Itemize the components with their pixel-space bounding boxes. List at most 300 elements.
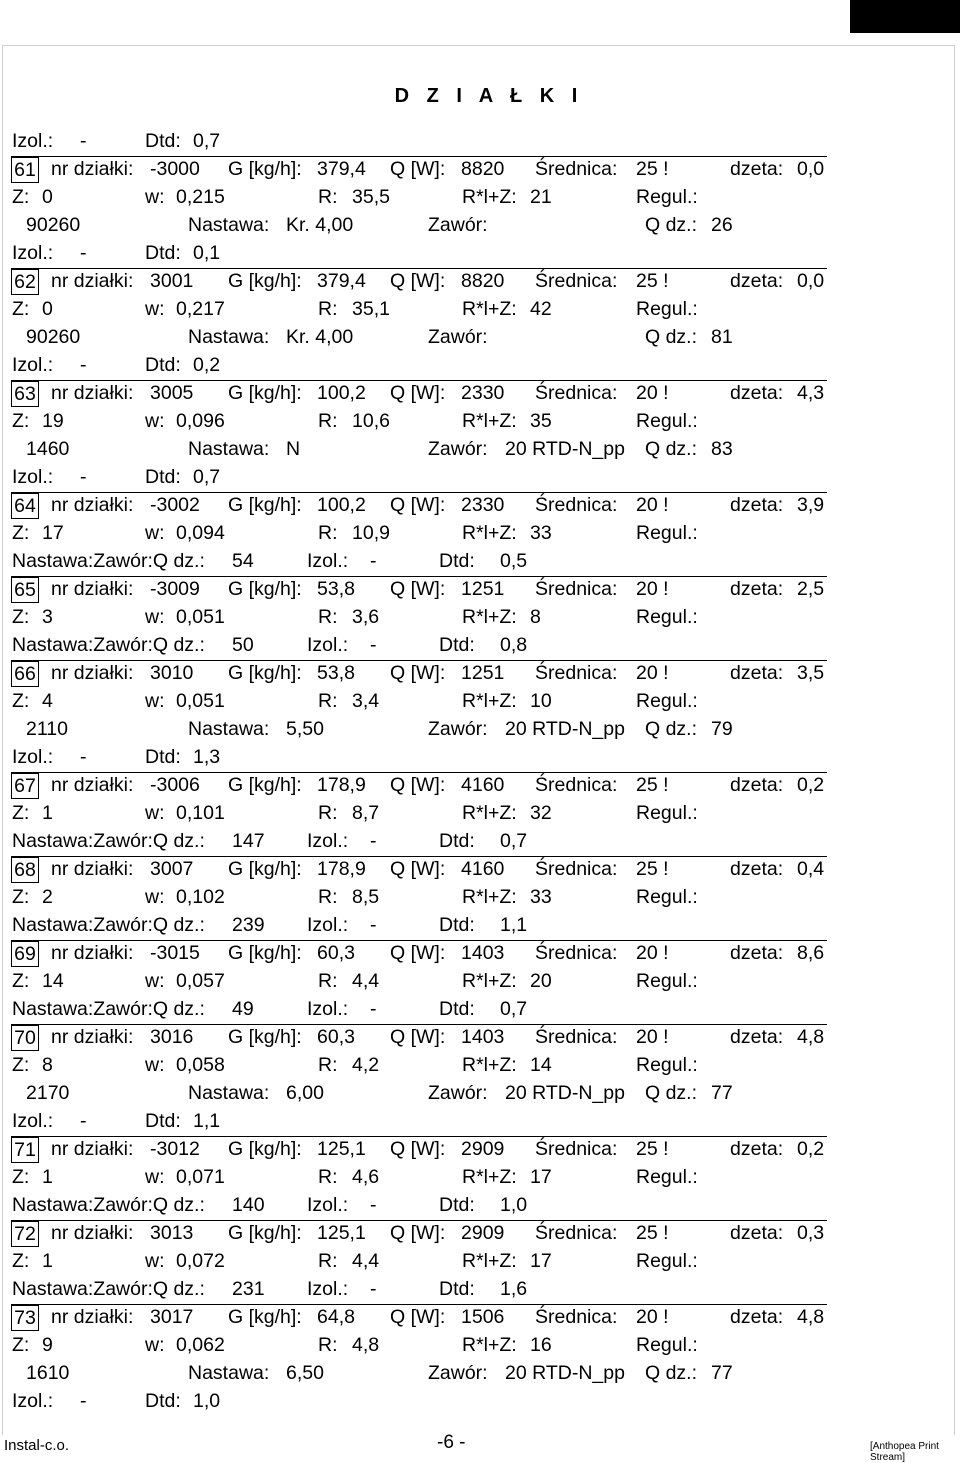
dzeta-value: 0,3 xyxy=(797,1222,825,1244)
record-number: 70 xyxy=(11,1025,39,1051)
qdz-value: 54 xyxy=(232,550,254,572)
qdz-label: Q dz.: xyxy=(645,438,698,460)
regul-value: 2110 xyxy=(26,718,68,740)
izol-value: - xyxy=(80,746,87,768)
q-value: 1251 xyxy=(461,662,505,684)
qdz-value: 77 xyxy=(711,1362,733,1384)
izol-label: Izol.: xyxy=(307,914,349,936)
z-value: 3 xyxy=(42,606,53,628)
dzeta-label: dzeta: xyxy=(730,578,784,600)
dzeta-label: dzeta: xyxy=(730,774,784,796)
srednica-value: 20 ! xyxy=(636,382,669,404)
z-label: Z: xyxy=(12,1250,30,1272)
rlz-value: 17 xyxy=(530,1166,552,1188)
rlz-value: 35 xyxy=(530,410,552,432)
nr-label: nr działki: xyxy=(51,1306,134,1328)
g-label: G [kg/h]: xyxy=(228,662,302,684)
regul-label: Regul.: xyxy=(636,410,698,432)
srednica-label: Średnica: xyxy=(535,662,618,684)
rlz-label: R*l+Z: xyxy=(462,1334,517,1356)
srednica-value: 20 ! xyxy=(636,662,669,684)
izol-value: - xyxy=(80,354,87,376)
r-label: R: xyxy=(318,1250,338,1272)
dzeta-label: dzeta: xyxy=(730,662,784,684)
srednica-label: Średnica: xyxy=(535,942,618,964)
zawor-value: 20 RTD-N_pp xyxy=(505,1362,625,1384)
nastawa-zawor-qdz-label: Nastawa:Zawór:Q dz.: xyxy=(12,634,205,656)
w-label: w: xyxy=(145,186,165,208)
q-label: Q [W]: xyxy=(390,494,446,516)
dzeta-value: 0,2 xyxy=(797,1138,825,1160)
regul-label: Regul.: xyxy=(636,298,698,320)
izol-label: Izol.: xyxy=(12,242,54,264)
srednica-label: Średnica: xyxy=(535,1306,618,1328)
dzeta-label: dzeta: xyxy=(730,858,784,880)
izol-label: Izol.: xyxy=(12,1110,54,1132)
rlz-value: 33 xyxy=(530,522,552,544)
dtd-label: Dtd: xyxy=(145,130,181,152)
regul-value: 1610 xyxy=(26,1362,70,1384)
dtd-label: Dtd: xyxy=(439,550,475,572)
nastawa-zawor-qdz-label: Nastawa:Zawór:Q dz.: xyxy=(12,998,205,1020)
srednica-label: Średnica: xyxy=(535,1026,618,1048)
g-label: G [kg/h]: xyxy=(228,942,302,964)
qdz-label: Q dz.: xyxy=(645,1362,698,1384)
dtd-value: 1,6 xyxy=(500,1278,528,1300)
z-value: 1 xyxy=(42,802,53,824)
g-label: G [kg/h]: xyxy=(228,858,302,880)
dzeta-value: 4,3 xyxy=(797,382,825,404)
q-value: 1506 xyxy=(461,1306,505,1328)
dtd-value: 0,8 xyxy=(500,634,528,656)
dzeta-value: 3,5 xyxy=(797,662,825,684)
qdz-value: 26 xyxy=(711,214,733,236)
izol-label: Izol.: xyxy=(12,130,54,152)
w-label: w: xyxy=(145,298,165,320)
srednica-value: 20 ! xyxy=(636,1026,669,1048)
z-value: 14 xyxy=(42,970,64,992)
w-label: w: xyxy=(145,1054,165,1076)
nastawa-zawor-qdz-label: Nastawa:Zawór:Q dz.: xyxy=(12,914,205,936)
z-label: Z: xyxy=(12,606,30,628)
footer-print-stream: [Anthopea Print Stream] xyxy=(870,1441,939,1463)
nastawa-value: 5,50 xyxy=(286,718,324,740)
nr-value: -3015 xyxy=(150,942,200,964)
record-number: 67 xyxy=(11,773,39,799)
izol-value: - xyxy=(80,466,87,488)
srednica-value: 20 ! xyxy=(636,494,669,516)
q-value: 2330 xyxy=(461,382,505,404)
q-value: 2909 xyxy=(461,1222,505,1244)
qdz-value: 81 xyxy=(711,326,733,348)
nr-value: -3012 xyxy=(150,1138,200,1160)
z-label: Z: xyxy=(12,886,30,908)
srednica-value: 20 ! xyxy=(636,1306,669,1328)
q-value: 2330 xyxy=(461,494,505,516)
dzeta-value: 0,2 xyxy=(797,774,825,796)
w-value: 0,096 xyxy=(176,410,225,432)
regul-label: Regul.: xyxy=(636,522,698,544)
rlz-value: 10 xyxy=(530,690,552,712)
nr-label: nr działki: xyxy=(51,382,134,404)
w-label: w: xyxy=(145,802,165,824)
record-number: 71 xyxy=(11,1137,39,1163)
dzeta-label: dzeta: xyxy=(730,158,784,180)
dtd-label: Dtd: xyxy=(439,830,475,852)
r-label: R: xyxy=(318,1054,338,1076)
r-value: 8,7 xyxy=(352,802,380,824)
record-number: 73 xyxy=(11,1305,39,1331)
regul-label: Regul.: xyxy=(636,886,698,908)
dtd-label: Dtd: xyxy=(145,466,181,488)
srednica-value: 25 ! xyxy=(636,1138,669,1160)
q-label: Q [W]: xyxy=(390,662,446,684)
r-label: R: xyxy=(318,886,338,908)
q-label: Q [W]: xyxy=(390,578,446,600)
nastawa-label: Nastawa: xyxy=(188,326,270,348)
regul-value: 2170 xyxy=(26,1082,70,1104)
q-label: Q [W]: xyxy=(390,858,446,880)
r-label: R: xyxy=(318,522,338,544)
z-label: Z: xyxy=(12,522,30,544)
z-value: 4 xyxy=(42,690,53,712)
w-value: 0,094 xyxy=(176,522,225,544)
z-label: Z: xyxy=(12,970,30,992)
dzeta-label: dzeta: xyxy=(730,494,784,516)
rlz-label: R*l+Z: xyxy=(462,298,517,320)
r-value: 35,5 xyxy=(352,186,390,208)
z-label: Z: xyxy=(12,690,30,712)
nr-value: 3013 xyxy=(150,1222,194,1244)
dtd-label: Dtd: xyxy=(439,914,475,936)
g-value: 53,8 xyxy=(317,578,355,600)
izol-label: Izol.: xyxy=(12,1390,54,1412)
zawor-label: Zawór: xyxy=(428,1362,488,1384)
g-label: G [kg/h]: xyxy=(228,382,302,404)
regul-label: Regul.: xyxy=(636,690,698,712)
z-value: 1 xyxy=(42,1166,53,1188)
izol-label: Izol.: xyxy=(12,354,54,376)
r-label: R: xyxy=(318,802,338,824)
z-value: 1 xyxy=(42,1250,53,1272)
izol-value: - xyxy=(370,998,377,1020)
dtd-value: 0,7 xyxy=(500,998,528,1020)
nr-label: nr działki: xyxy=(51,1138,134,1160)
izol-value: - xyxy=(80,130,87,152)
g-value: 125,1 xyxy=(317,1222,366,1244)
g-value: 100,2 xyxy=(317,382,366,404)
dtd-label: Dtd: xyxy=(439,1194,475,1216)
record-number: 72 xyxy=(11,1221,39,1247)
nr-value: 3017 xyxy=(150,1306,194,1328)
dtd-value: 0,2 xyxy=(193,354,221,376)
g-label: G [kg/h]: xyxy=(228,158,302,180)
regul-value: 90260 xyxy=(26,214,81,236)
zawor-value: 20 RTD-N_pp xyxy=(505,718,625,740)
srednica-value: 25 ! xyxy=(636,774,669,796)
regul-value: 90260 xyxy=(26,326,81,348)
qdz-label: Q dz.: xyxy=(645,718,698,740)
qdz-value: 239 xyxy=(232,914,265,936)
regul-label: Regul.: xyxy=(636,606,698,628)
w-label: w: xyxy=(145,970,165,992)
nr-value: -3009 xyxy=(150,578,200,600)
q-label: Q [W]: xyxy=(390,382,446,404)
r-value: 10,6 xyxy=(352,410,390,432)
dtd-label: Dtd: xyxy=(145,1110,181,1132)
nr-value: 3010 xyxy=(150,662,194,684)
w-label: w: xyxy=(145,1334,165,1356)
rlz-label: R*l+Z: xyxy=(462,186,517,208)
srednica-label: Średnica: xyxy=(535,1222,618,1244)
qdz-value: 231 xyxy=(232,1278,265,1300)
z-label: Z: xyxy=(12,802,30,824)
w-label: w: xyxy=(145,1250,165,1272)
dtd-label: Dtd: xyxy=(439,634,475,656)
nr-value: 3007 xyxy=(150,858,194,880)
zawor-label: Zawór: xyxy=(428,214,488,236)
nastawa-label: Nastawa: xyxy=(188,718,270,740)
dzeta-label: dzeta: xyxy=(730,1138,784,1160)
dtd-value: 1,1 xyxy=(193,1110,221,1132)
izol-value: - xyxy=(370,634,377,656)
footer-app-name: Instal-c.o. xyxy=(4,1437,70,1454)
z-label: Z: xyxy=(12,298,30,320)
nastawa-zawor-qdz-label: Nastawa:Zawór:Q dz.: xyxy=(12,1278,205,1300)
qdz-value: 50 xyxy=(232,634,254,656)
nr-label: nr działki: xyxy=(51,662,134,684)
g-label: G [kg/h]: xyxy=(228,494,302,516)
nr-value: 3005 xyxy=(150,382,194,404)
dtd-value: 1,0 xyxy=(193,1390,221,1412)
q-value: 8820 xyxy=(461,270,505,292)
g-value: 379,4 xyxy=(317,270,366,292)
zawor-label: Zawór: xyxy=(428,438,488,460)
w-label: w: xyxy=(145,886,165,908)
q-value: 4160 xyxy=(461,858,505,880)
nastawa-label: Nastawa: xyxy=(188,1362,270,1384)
z-value: 2 xyxy=(42,886,53,908)
g-label: G [kg/h]: xyxy=(228,774,302,796)
dzeta-label: dzeta: xyxy=(730,942,784,964)
z-label: Z: xyxy=(12,1054,30,1076)
nr-value: 3016 xyxy=(150,1026,194,1048)
rlz-label: R*l+Z: xyxy=(462,802,517,824)
nastawa-label: Nastawa: xyxy=(188,438,270,460)
g-label: G [kg/h]: xyxy=(228,578,302,600)
srednica-value: 25 ! xyxy=(636,858,669,880)
dtd-value: 0,7 xyxy=(193,130,221,152)
w-label: w: xyxy=(145,1166,165,1188)
nr-label: nr działki: xyxy=(51,158,134,180)
w-value: 0,072 xyxy=(176,1250,225,1272)
q-label: Q [W]: xyxy=(390,1138,446,1160)
r-label: R: xyxy=(318,298,338,320)
q-label: Q [W]: xyxy=(390,1306,446,1328)
w-label: w: xyxy=(145,606,165,628)
izol-value: - xyxy=(370,550,377,572)
r-label: R: xyxy=(318,606,338,628)
dzeta-label: dzeta: xyxy=(730,1026,784,1048)
rlz-label: R*l+Z: xyxy=(462,522,517,544)
w-value: 0,217 xyxy=(176,298,225,320)
g-value: 64,8 xyxy=(317,1306,355,1328)
qdz-label: Q dz.: xyxy=(645,326,698,348)
dzeta-label: dzeta: xyxy=(730,1222,784,1244)
regul-label: Regul.: xyxy=(636,1054,698,1076)
q-value: 2909 xyxy=(461,1138,505,1160)
g-label: G [kg/h]: xyxy=(228,1138,302,1160)
dtd-label: Dtd: xyxy=(439,1278,475,1300)
record-number: 66 xyxy=(11,661,39,687)
izol-value: - xyxy=(370,1194,377,1216)
nastawa-value: 6,00 xyxy=(286,1082,324,1104)
r-value: 10,9 xyxy=(352,522,390,544)
srednica-label: Średnica: xyxy=(535,270,618,292)
z-value: 17 xyxy=(42,522,64,544)
qdz-value: 83 xyxy=(711,438,733,460)
dtd-label: Dtd: xyxy=(145,354,181,376)
g-value: 53,8 xyxy=(317,662,355,684)
w-value: 0,062 xyxy=(176,1334,225,1356)
dtd-value: 0,1 xyxy=(193,242,221,264)
r-value: 4,8 xyxy=(352,1334,380,1356)
srednica-label: Średnica: xyxy=(535,158,618,180)
q-label: Q [W]: xyxy=(390,774,446,796)
g-label: G [kg/h]: xyxy=(228,1026,302,1048)
r-value: 4,6 xyxy=(352,1166,380,1188)
z-label: Z: xyxy=(12,410,30,432)
nr-label: nr działki: xyxy=(51,494,134,516)
r-label: R: xyxy=(318,186,338,208)
nr-label: nr działki: xyxy=(51,578,134,600)
regul-label: Regul.: xyxy=(636,1334,698,1356)
zawor-label: Zawór: xyxy=(428,1082,488,1104)
q-label: Q [W]: xyxy=(390,158,446,180)
qdz-value: 77 xyxy=(711,1082,733,1104)
srednica-label: Średnica: xyxy=(535,774,618,796)
nr-value: -3000 xyxy=(150,158,200,180)
izol-label: Izol.: xyxy=(307,1194,349,1216)
g-value: 379,4 xyxy=(317,158,366,180)
izol-label: Izol.: xyxy=(12,746,54,768)
nr-label: nr działki: xyxy=(51,858,134,880)
q-label: Q [W]: xyxy=(390,270,446,292)
srednica-label: Średnica: xyxy=(535,578,618,600)
dzeta-label: dzeta: xyxy=(730,270,784,292)
regul-label: Regul.: xyxy=(636,802,698,824)
footer-page-number: -6 - xyxy=(437,1432,466,1453)
rlz-value: 42 xyxy=(530,298,552,320)
g-value: 60,3 xyxy=(317,942,355,964)
nr-label: nr działki: xyxy=(51,1222,134,1244)
rlz-label: R*l+Z: xyxy=(462,1250,517,1272)
q-value: 1403 xyxy=(461,942,505,964)
r-value: 4,2 xyxy=(352,1054,380,1076)
nastawa-value: 6,50 xyxy=(286,1362,324,1384)
w-value: 0,057 xyxy=(176,970,225,992)
q-value: 1403 xyxy=(461,1026,505,1048)
nr-label: nr działki: xyxy=(51,942,134,964)
w-value: 0,101 xyxy=(176,802,225,824)
rlz-label: R*l+Z: xyxy=(462,606,517,628)
nastawa-zawor-qdz-label: Nastawa:Zawór:Q dz.: xyxy=(12,1194,205,1216)
rlz-label: R*l+Z: xyxy=(462,970,517,992)
nr-value: -3002 xyxy=(150,494,200,516)
rlz-label: R*l+Z: xyxy=(462,410,517,432)
izol-value: - xyxy=(370,914,377,936)
izol-label: Izol.: xyxy=(307,830,349,852)
izol-value: - xyxy=(80,1390,87,1412)
nr-value: 3001 xyxy=(150,270,194,292)
izol-value: - xyxy=(370,1278,377,1300)
nastawa-value: Kr. 4,00 xyxy=(286,326,354,348)
g-label: G [kg/h]: xyxy=(228,1306,302,1328)
regul-label: Regul.: xyxy=(636,970,698,992)
qdz-value: 140 xyxy=(232,1194,265,1216)
dtd-value: 1,1 xyxy=(500,914,528,936)
dtd-value: 1,3 xyxy=(193,746,221,768)
nr-label: nr działki: xyxy=(51,270,134,292)
srednica-value: 20 ! xyxy=(636,578,669,600)
r-value: 4,4 xyxy=(352,1250,380,1272)
dzeta-value: 3,9 xyxy=(797,494,825,516)
izol-value: - xyxy=(80,242,87,264)
g-label: G [kg/h]: xyxy=(228,270,302,292)
izol-label: Izol.: xyxy=(307,1278,349,1300)
r-value: 3,6 xyxy=(352,606,380,628)
dtd-label: Dtd: xyxy=(145,746,181,768)
rlz-value: 16 xyxy=(530,1334,552,1356)
dzeta-value: 0,0 xyxy=(797,158,825,180)
izol-value: - xyxy=(370,830,377,852)
izol-label: Izol.: xyxy=(307,634,349,656)
dtd-label: Dtd: xyxy=(145,1390,181,1412)
r-label: R: xyxy=(318,970,338,992)
r-label: R: xyxy=(318,690,338,712)
dtd-value: 1,0 xyxy=(500,1194,528,1216)
dzeta-value: 4,8 xyxy=(797,1306,825,1328)
z-label: Z: xyxy=(12,1166,30,1188)
q-value: 1251 xyxy=(461,578,505,600)
zawor-label: Zawór: xyxy=(428,718,488,740)
dzeta-label: dzeta: xyxy=(730,1306,784,1328)
q-label: Q [W]: xyxy=(390,1222,446,1244)
rlz-value: 21 xyxy=(530,186,552,208)
izol-label: Izol.: xyxy=(307,998,349,1020)
r-value: 35,1 xyxy=(352,298,390,320)
r-label: R: xyxy=(318,1166,338,1188)
z-value: 0 xyxy=(42,298,53,320)
zawor-value: 20 RTD-N_pp xyxy=(505,1082,625,1104)
rlz-value: 33 xyxy=(530,886,552,908)
record-number: 61 xyxy=(11,157,39,183)
srednica-value: 25 ! xyxy=(636,270,669,292)
rlz-value: 8 xyxy=(530,606,541,628)
z-value: 8 xyxy=(42,1054,53,1076)
qdz-label: Q dz.: xyxy=(645,214,698,236)
dzeta-value: 0,4 xyxy=(797,858,825,880)
page-title: D Z I A Ł K I xyxy=(394,85,584,107)
nr-value: -3006 xyxy=(150,774,200,796)
zawor-label: Zawór: xyxy=(428,326,488,348)
z-label: Z: xyxy=(12,1334,30,1356)
rlz-value: 17 xyxy=(530,1250,552,1272)
q-value: 4160 xyxy=(461,774,505,796)
g-value: 60,3 xyxy=(317,1026,355,1048)
w-label: w: xyxy=(145,410,165,432)
z-value: 19 xyxy=(42,410,64,432)
